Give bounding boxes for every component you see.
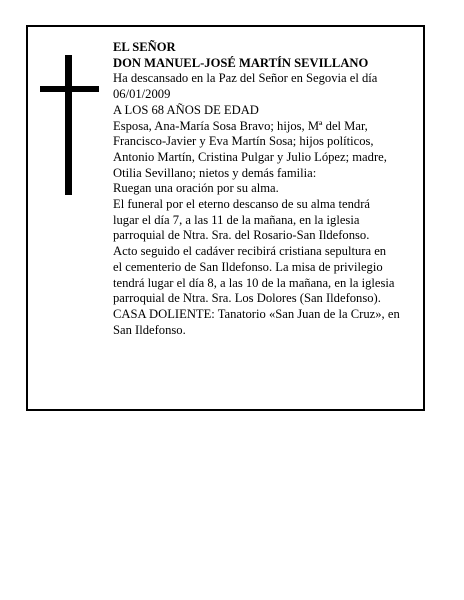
funeral-line-1: El funeral por el eterno descanso de su alma tendrá: [113, 197, 371, 212]
burial-line-2: el cementerio de San Ildefonso. La misa de privilegio: [113, 259, 383, 274]
age-line: A LOS 68 AÑOS DE EDAD: [113, 102, 259, 117]
deceased-name: DON MANUEL-JOSÉ MARTÍN SEVILLANO: [113, 55, 369, 70]
mourning-house-line-1: CASA DOLIENTE: Tanatorio «San Juan de la Cruz», en: [113, 306, 400, 321]
family-line-4: Otilia Sevillano; nietos y demás familia:: [113, 165, 317, 180]
cross-horizontal-bar: [40, 86, 99, 92]
notice-heading: EL SEÑOR: [113, 40, 176, 54]
prayer-line: Ruegan una oración por su alma.: [113, 181, 279, 196]
family-line-1: Esposa, Ana-María Sosa Bravo; hijos, Mª del Mar,: [113, 118, 368, 133]
family-line-2: Francisco-Javier y Eva Martín Sosa; hijos políticos,: [113, 134, 374, 149]
funeral-line-2: lugar el día 7, a las 11 de la mañana, en la iglesia: [113, 212, 360, 227]
family-line-3: Antonio Martín, Cristina Pulgar y Julio López; madre,: [113, 149, 387, 164]
death-date: 06/01/2009: [113, 87, 171, 102]
mourning-house-line-2: San Ildefonso.: [113, 322, 186, 337]
funeral-line-3: parroquial de Ntra. Sra. del Rosario-San Ildefonso.: [113, 228, 370, 243]
death-statement: Ha descansado en la Paz del Señor en Segovia el día: [113, 71, 378, 86]
obituary-text: [113, 40, 418, 338]
burial-line-1: Acto seguido el cadáver recibirá cristiana sepultura en: [113, 244, 387, 259]
burial-line-4: parroquial de Ntra. Sra. Los Dolores (San Ildefonso).: [113, 291, 381, 306]
latin-cross-icon: [40, 55, 99, 195]
cross-vertical-bar: [65, 55, 72, 195]
burial-line-3: tendrá lugar el día 8, a las 10 de la mañana, en la iglesia: [113, 275, 395, 290]
